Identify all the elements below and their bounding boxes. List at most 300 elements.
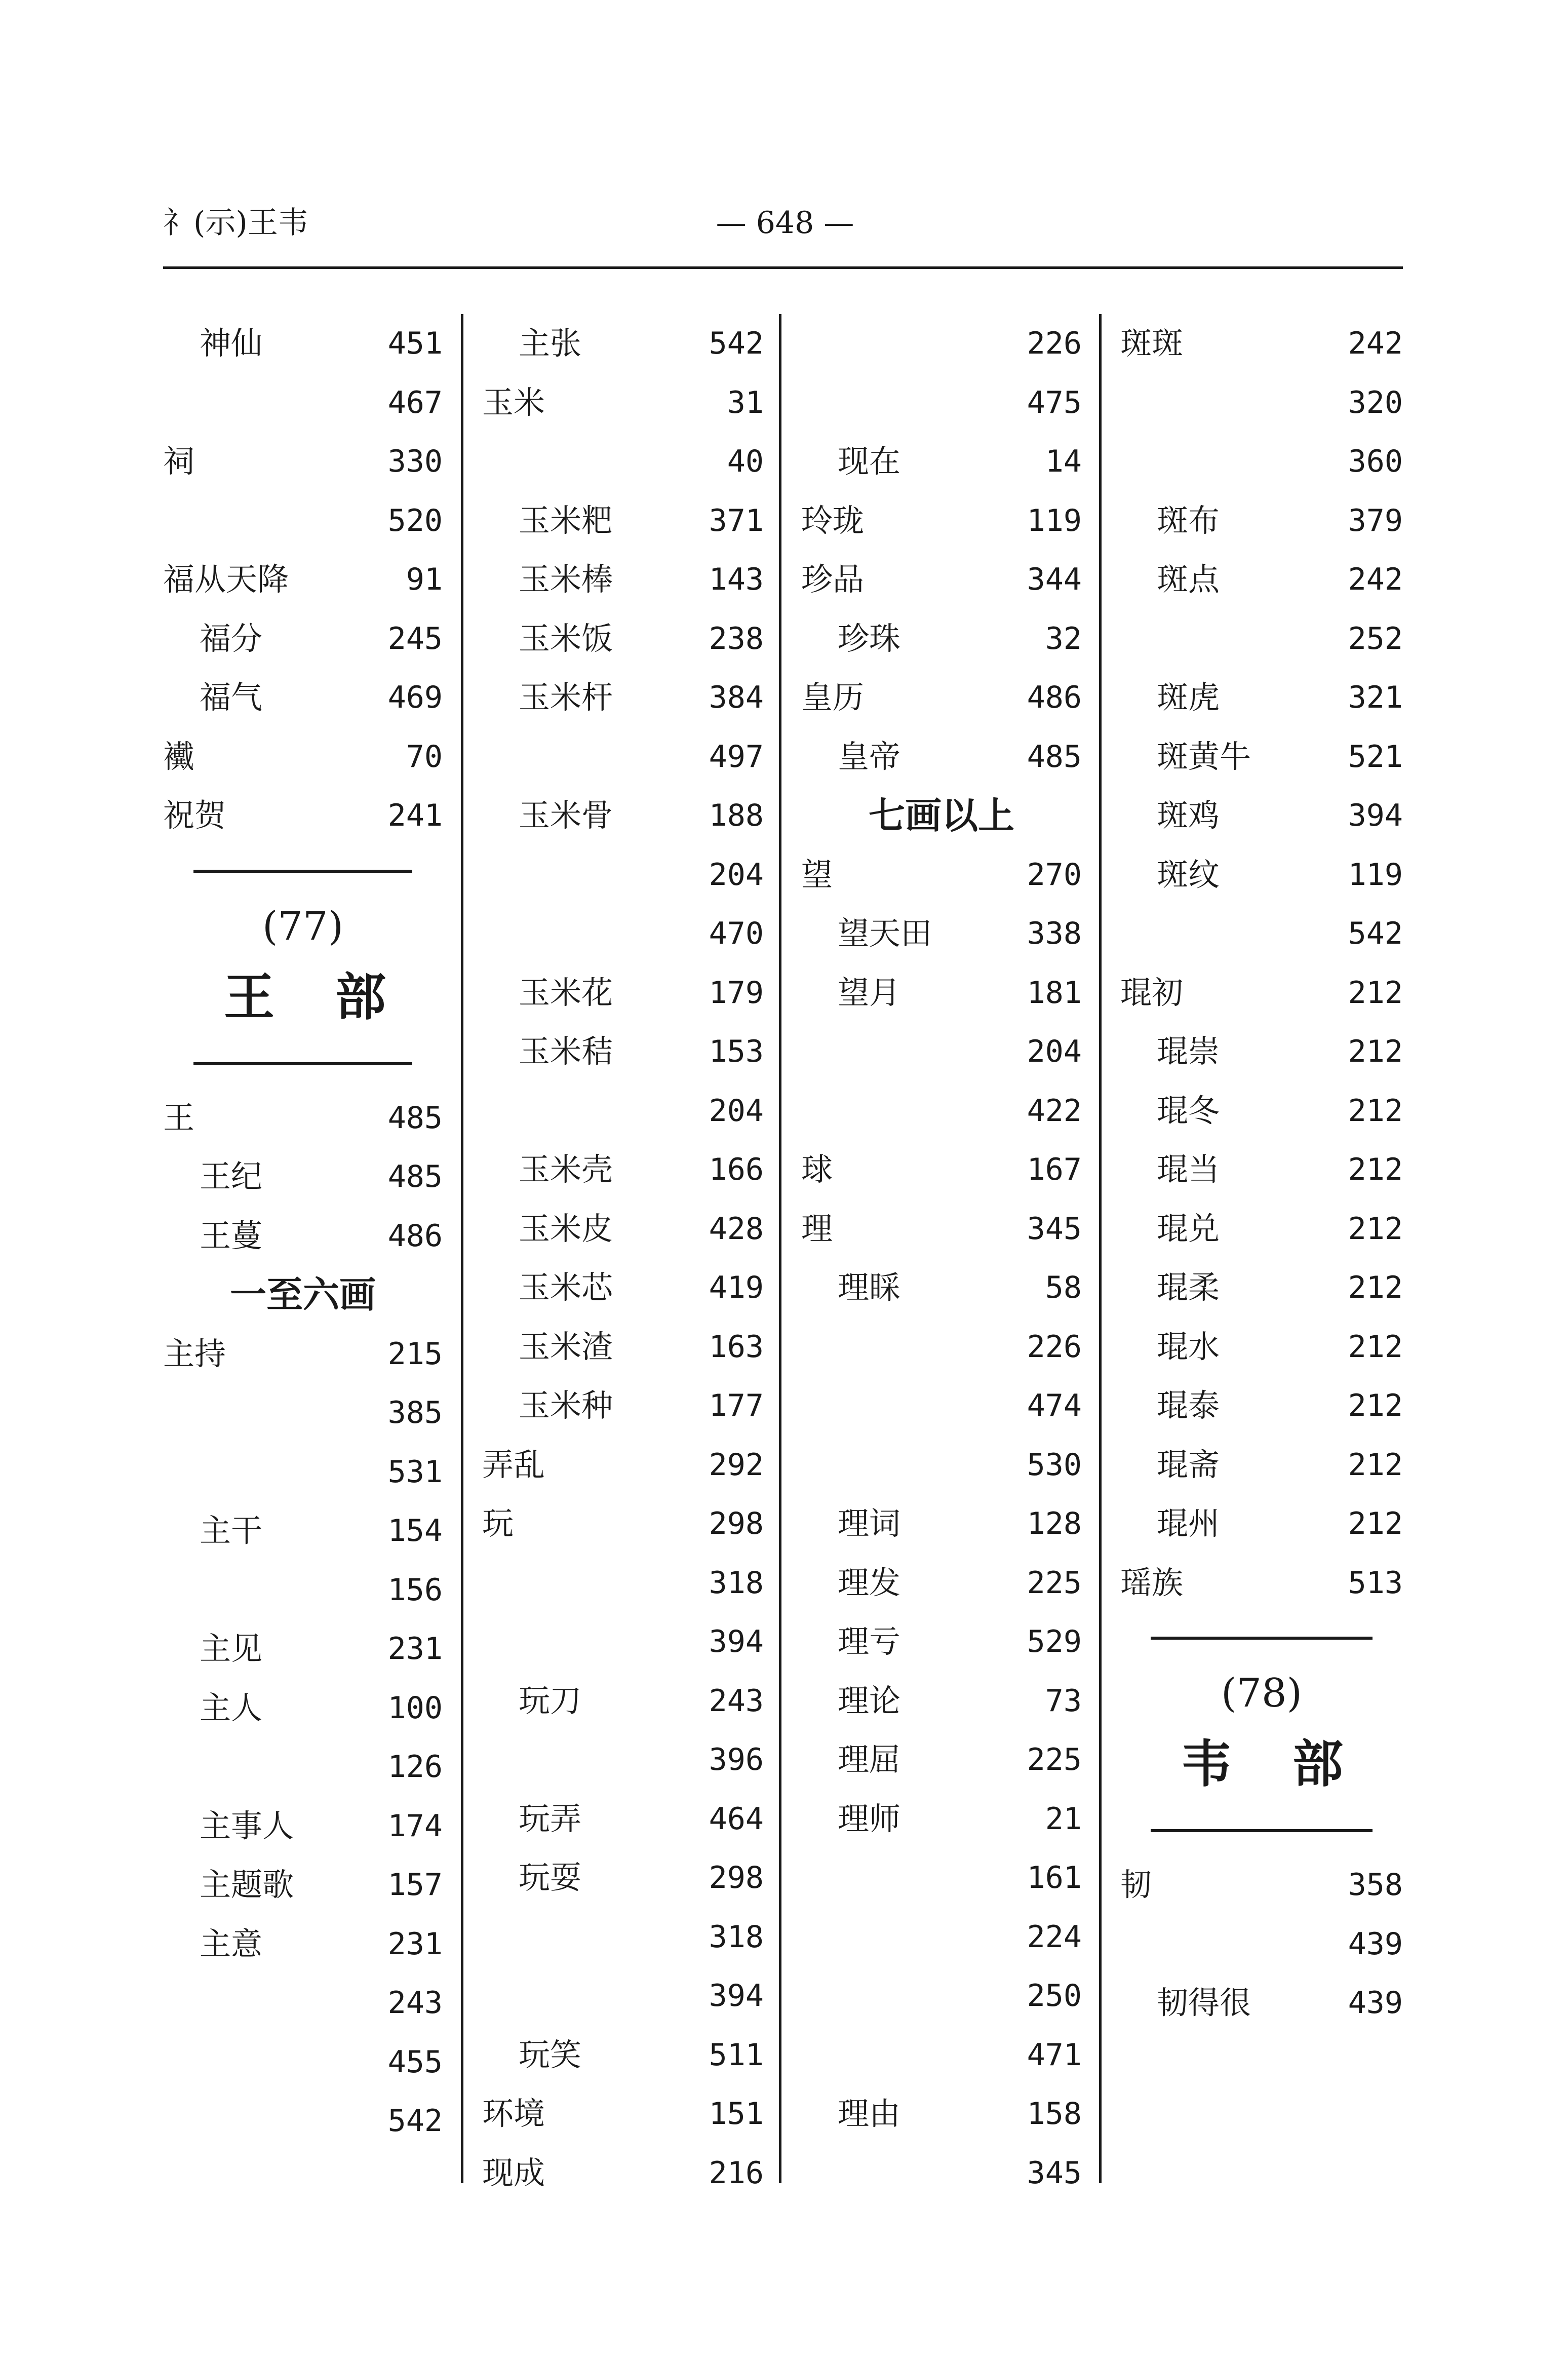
entry-page-ref: 521 [1348, 739, 1403, 775]
sub-entry [1120, 550, 1403, 609]
entry-page-ref: 40 [727, 444, 764, 479]
sub-entry [482, 1022, 764, 1081]
sub-entry [163, 314, 443, 373]
radical-section-number: (78) [1221, 1671, 1303, 1716]
entry-word: 主事人 [200, 1807, 294, 1844]
entry-page-ref: 298 [709, 1860, 764, 1895]
entry-word: 理由 [838, 2095, 901, 2132]
entry-word: 玉米棒 [519, 561, 613, 598]
entry-word: 主意 [200, 1925, 263, 1962]
entry-page-ref: 58 [1045, 1270, 1082, 1305]
sub-entry [163, 1619, 443, 1679]
entry-page-ref: 474 [1027, 1388, 1082, 1423]
entry-page-ref: 529 [1027, 1624, 1082, 1659]
entry-page-ref: 204 [709, 1093, 764, 1129]
entry-page-ref: 238 [709, 621, 764, 656]
entry-page-ref: 475 [1027, 384, 1082, 420]
entry-page-ref: 250 [1027, 1978, 1082, 2013]
entry-word: 玩笑 [519, 2036, 582, 2073]
index-entry [1120, 904, 1403, 963]
index-entry [163, 1973, 443, 2033]
sub-entry [1120, 1376, 1403, 1436]
entry-word: 主人 [200, 1689, 263, 1726]
index-entry [163, 2092, 443, 2151]
index-entry [163, 1443, 443, 1502]
entry-word: 福分 [200, 619, 263, 657]
entry-page-ref: 204 [709, 857, 764, 893]
sub-entry [1120, 1494, 1403, 1554]
sub-entry [482, 1140, 764, 1199]
entry-word: 襶 [163, 738, 195, 775]
entry-page-ref: 154 [387, 1513, 443, 1548]
entry-page-ref: 225 [1027, 1742, 1082, 1777]
entry-page-ref: 455 [387, 2044, 443, 2080]
sub-entry [801, 432, 1082, 491]
stroke-count-heading: 七画以上 [868, 794, 1014, 837]
entry-word: 韧得很 [1157, 1984, 1251, 2021]
entry-word: 斑布 [1157, 501, 1220, 539]
index-entry [163, 2033, 443, 2092]
entry-word: 玉米秸 [519, 1033, 613, 1070]
entry-word: 玉米种 [519, 1387, 613, 1424]
entry-word: 王蔓 [200, 1217, 263, 1254]
entry-page-ref: 470 [709, 916, 764, 951]
entry-page-ref: 439 [1348, 1985, 1403, 2021]
sub-entry [1120, 668, 1403, 727]
index-entry [163, 1737, 443, 1797]
entry-page-ref: 243 [387, 1985, 443, 2021]
entry-word: 玩耍 [519, 1859, 582, 1896]
entry-word: 玉米粑 [519, 501, 613, 539]
page-number: — 648 — [716, 205, 854, 241]
entry-page-ref: 212 [1348, 975, 1403, 1011]
sub-entry [163, 609, 443, 669]
index-entry [482, 727, 764, 787]
sub-entry [801, 1258, 1082, 1318]
entry-page-ref: 358 [1348, 1867, 1403, 1903]
index-entry [482, 1436, 764, 1495]
sub-entry [801, 1494, 1082, 1554]
entry-word: 皇历 [801, 679, 865, 716]
sub-entry [163, 1915, 443, 1974]
index-entry [482, 1554, 764, 1613]
entry-page-ref: 158 [1027, 2096, 1082, 2132]
entry-word: 祠 [163, 443, 195, 480]
entry-word: 理论 [838, 1682, 901, 1719]
index-entry [1120, 1915, 1403, 1974]
sub-entry [801, 1612, 1082, 1672]
entry-word: 主干 [200, 1512, 263, 1549]
index-entry [1120, 1855, 1403, 1915]
entry-word: 皇帝 [838, 738, 901, 775]
entry-page-ref: 91 [406, 562, 443, 597]
entry-page-ref: 21 [1045, 1801, 1082, 1837]
entry-page-ref: 161 [1027, 1860, 1082, 1895]
entry-page-ref: 345 [1027, 2155, 1082, 2191]
entry-word: 玲珑 [801, 501, 865, 539]
entry-page-ref: 531 [387, 1454, 443, 1490]
index-column-3 [801, 314, 1082, 2202]
entry-page-ref: 542 [709, 326, 764, 361]
entry-page-ref: 242 [1348, 326, 1403, 361]
entry-page-ref: 384 [709, 680, 764, 715]
entry-page-ref: 344 [1027, 562, 1082, 597]
entry-page-ref: 520 [387, 502, 443, 538]
sub-entry [163, 668, 443, 727]
entry-word: 主题歌 [200, 1866, 294, 1903]
running-header-section: 礻(示)王韦 [163, 205, 308, 241]
entry-page-ref: 530 [1027, 1447, 1082, 1483]
entry-page-ref: 73 [1045, 1683, 1082, 1719]
entry-word: 王纪 [200, 1158, 263, 1195]
sub-entry [482, 1376, 764, 1436]
radical-section-number: (77) [262, 903, 344, 949]
entry-page-ref: 321 [1348, 680, 1403, 715]
entry-page-ref: 485 [1027, 739, 1082, 775]
sub-entry [163, 1679, 443, 1738]
entry-word: 玉米骨 [519, 797, 613, 834]
entry-page-ref: 485 [387, 1100, 443, 1136]
entry-page-ref: 486 [387, 1218, 443, 1254]
entry-word: 琨当 [1157, 1151, 1220, 1188]
entry-word: 珍珠 [838, 619, 901, 657]
entry-page-ref: 243 [709, 1683, 764, 1719]
entry-page-ref: 245 [387, 621, 443, 656]
index-entry [163, 727, 443, 787]
index-entry [801, 1199, 1082, 1259]
entry-word: 理屈 [838, 1741, 901, 1778]
entry-page-ref: 126 [387, 1749, 443, 1785]
sub-entry [801, 963, 1082, 1023]
index-entry [801, 1436, 1082, 1495]
entry-word: 琨冬 [1157, 1092, 1220, 1129]
entry-word: 理词 [838, 1505, 901, 1542]
index-entry [163, 786, 443, 845]
sub-entry [1120, 491, 1403, 551]
entry-word: 玉米花 [519, 974, 613, 1011]
index-entry [482, 373, 764, 433]
entry-page-ref: 204 [1027, 1034, 1082, 1069]
index-entry [163, 1325, 443, 1384]
entry-page-ref: 318 [709, 1919, 764, 1955]
entry-word: 理发 [838, 1564, 901, 1601]
entry-page-ref: 486 [1027, 680, 1082, 715]
index-entry [482, 1730, 764, 1790]
index-entry [163, 491, 443, 551]
entry-page-ref: 242 [1348, 562, 1403, 597]
header-rule [163, 266, 1403, 269]
entry-word: 韧 [1120, 1866, 1152, 1903]
entry-word: 瑶族 [1120, 1564, 1184, 1601]
sub-entry [163, 1797, 443, 1856]
entry-word: 琨崇 [1157, 1033, 1220, 1070]
index-entry [482, 432, 764, 491]
sub-entry [801, 904, 1082, 963]
sub-entry [482, 1199, 764, 1259]
entry-word: 现在 [838, 443, 901, 480]
entry-page-ref: 163 [709, 1329, 764, 1365]
entry-word: 望天田 [838, 915, 932, 952]
entry-page-ref: 330 [387, 444, 443, 479]
entry-page-ref: 212 [1348, 1093, 1403, 1129]
entry-page-ref: 212 [1348, 1447, 1403, 1483]
entry-word: 斑鸡 [1157, 797, 1220, 834]
sub-entry [482, 1672, 764, 1731]
sub-entry [1120, 1318, 1403, 1377]
entry-word: 珍品 [801, 561, 865, 598]
entry-page-ref: 157 [387, 1867, 443, 1903]
entry-word: 望 [801, 856, 833, 893]
sub-entry [1120, 727, 1403, 787]
sub-entry [163, 1147, 443, 1207]
index-entry [163, 373, 443, 433]
entry-word: 望月 [838, 974, 901, 1011]
index-entry [163, 1089, 443, 1148]
entry-word: 斑虎 [1157, 679, 1220, 716]
sub-entry [1120, 1258, 1403, 1318]
entry-page-ref: 119 [1348, 857, 1403, 893]
sub-entry [801, 1672, 1082, 1731]
entry-word: 主持 [163, 1335, 226, 1372]
sub-entry [163, 1501, 443, 1561]
entry-page-ref: 167 [1027, 1152, 1082, 1187]
sub-entry [482, 314, 764, 373]
entry-page-ref: 212 [1348, 1211, 1403, 1247]
entry-page-ref: 179 [709, 975, 764, 1011]
sub-entry [1120, 1973, 1403, 2033]
entry-page-ref: 31 [727, 384, 764, 420]
entry-word: 理亏 [838, 1623, 901, 1660]
entry-page-ref: 166 [709, 1152, 764, 1187]
entry-page-ref: 216 [709, 2155, 764, 2191]
entry-page-ref: 394 [709, 1624, 764, 1659]
entry-page-ref: 212 [1348, 1388, 1403, 1423]
index-column-4 [1120, 314, 1403, 2033]
entry-word: 斑斑 [1120, 325, 1184, 362]
sub-entry [482, 786, 764, 845]
entry-page-ref: 188 [709, 798, 764, 833]
entry-word: 玉米 [482, 383, 545, 421]
entry-word: 环境 [482, 2095, 545, 2132]
index-entry [163, 1561, 443, 1620]
entry-page-ref: 231 [387, 1631, 443, 1667]
entry-page-ref: 320 [1348, 384, 1403, 420]
sub-entry [482, 1848, 764, 1908]
index-entry [482, 1908, 764, 1967]
sub-entry [163, 1207, 443, 1266]
entry-page-ref: 226 [1027, 1329, 1082, 1365]
entry-page-ref: 215 [387, 1336, 443, 1372]
entry-page-ref: 360 [1348, 444, 1403, 479]
index-entry [482, 1494, 764, 1554]
sub-entry [482, 550, 764, 609]
sub-entry [1120, 786, 1403, 845]
entry-word: 琨州 [1157, 1505, 1220, 1542]
index-entry [801, 668, 1082, 727]
entry-page-ref: 394 [1348, 798, 1403, 833]
entry-word: 理睬 [838, 1269, 901, 1306]
entry-page-ref: 542 [387, 2103, 443, 2139]
index-entry [801, 1376, 1082, 1436]
index-entry [801, 373, 1082, 433]
entry-word: 玉米饭 [519, 619, 613, 657]
entry-word: 斑黄牛 [1157, 738, 1251, 775]
entry-page-ref: 226 [1027, 326, 1082, 361]
entry-page-ref: 469 [387, 680, 443, 715]
entry-page-ref: 451 [387, 326, 443, 361]
entry-word: 主见 [200, 1630, 263, 1667]
radical-section-title: 王部 [224, 967, 447, 1027]
entry-page-ref: 32 [1045, 621, 1082, 656]
entry-word: 玉米渣 [519, 1328, 613, 1365]
index-entry [163, 550, 443, 609]
entry-word: 琨水 [1157, 1328, 1220, 1365]
entry-page-ref: 292 [709, 1447, 764, 1483]
index-entry [801, 1848, 1082, 1908]
index-entry [801, 1022, 1082, 1081]
entry-page-ref: 225 [1027, 1565, 1082, 1601]
entry-word: 祝贺 [163, 797, 226, 834]
entry-page-ref: 428 [709, 1211, 764, 1247]
sub-entry [482, 1318, 764, 1377]
entry-page-ref: 156 [387, 1572, 443, 1608]
sub-entry [482, 2026, 764, 2085]
entry-word: 琨柔 [1157, 1269, 1220, 1306]
entry-page-ref: 270 [1027, 857, 1082, 893]
sub-entry [482, 1258, 764, 1318]
radical-section-title: 韦部 [1181, 1734, 1404, 1794]
entry-word: 福气 [200, 679, 263, 716]
sub-entry [801, 609, 1082, 669]
entry-page-ref: 212 [1348, 1270, 1403, 1305]
entry-page-ref: 467 [387, 384, 443, 420]
entry-page-ref: 181 [1027, 975, 1082, 1011]
entry-page-ref: 212 [1348, 1506, 1403, 1541]
section-rule-bottom [163, 1038, 443, 1089]
entry-page-ref: 542 [1348, 916, 1403, 951]
entry-page-ref: 394 [709, 1978, 764, 2013]
sub-entry [801, 2084, 1082, 2144]
entry-page-ref: 298 [709, 1506, 764, 1541]
sub-entry [482, 1790, 764, 1849]
entry-word: 斑纹 [1157, 856, 1220, 893]
entry-page-ref: 513 [1348, 1565, 1403, 1601]
sub-entry [482, 491, 764, 551]
entry-page-ref: 174 [387, 1808, 443, 1844]
sub-entry [1120, 1436, 1403, 1495]
entry-word: 琨兑 [1157, 1210, 1220, 1247]
entry-page-ref: 252 [1348, 621, 1403, 656]
index-entry [801, 550, 1082, 609]
entry-word: 弄乱 [482, 1446, 545, 1483]
index-entry [482, 845, 764, 905]
entry-word: 神仙 [200, 325, 263, 362]
entry-page-ref: 396 [709, 1742, 764, 1777]
index-entry [482, 1966, 764, 2026]
index-column-1 [163, 314, 447, 2151]
entry-word: 琨斋 [1157, 1446, 1220, 1483]
column-divider [1099, 314, 1102, 2183]
index-entry [1120, 1554, 1403, 1613]
entry-page-ref: 70 [406, 739, 443, 775]
entry-page-ref: 371 [709, 502, 764, 538]
entry-word: 斑点 [1157, 561, 1220, 598]
entry-word: 玉米芯 [519, 1269, 613, 1306]
entry-word: 玩 [482, 1505, 514, 1542]
entry-page-ref: 422 [1027, 1093, 1082, 1129]
index-entry [801, 1081, 1082, 1141]
index-entry [801, 491, 1082, 551]
section-rule-top [1120, 1612, 1403, 1663]
entry-page-ref: 439 [1348, 1926, 1403, 1962]
entry-word: 福从天降 [163, 561, 289, 598]
entry-word: 球 [801, 1151, 833, 1188]
index-entry [801, 845, 1082, 905]
stroke-count-heading: 一至六画 [229, 1273, 376, 1316]
entry-word: 玉米杆 [519, 679, 613, 716]
index-entry [482, 1081, 764, 1141]
entry-page-ref: 464 [709, 1801, 764, 1837]
sub-entry [163, 1855, 443, 1915]
index-entry [1120, 432, 1403, 491]
entry-page-ref: 153 [709, 1034, 764, 1069]
index-entry [1120, 314, 1403, 373]
entry-word: 琨泰 [1157, 1387, 1220, 1424]
entry-page-ref: 471 [1027, 2037, 1082, 2073]
entry-page-ref: 212 [1348, 1034, 1403, 1069]
entry-word: 玩刀 [519, 1682, 582, 1719]
index-entry [482, 2084, 764, 2144]
index-entry [1120, 963, 1403, 1023]
index-entry [482, 2144, 764, 2203]
entry-page-ref: 511 [709, 2037, 764, 2073]
entry-page-ref: 14 [1045, 444, 1082, 479]
entry-word: 理 [801, 1210, 833, 1247]
entry-page-ref: 177 [709, 1388, 764, 1423]
entry-page-ref: 338 [1027, 916, 1082, 951]
sub-entry [1120, 1022, 1403, 1081]
index-entry [801, 314, 1082, 373]
entry-page-ref: 128 [1027, 1506, 1082, 1541]
entry-word: 王 [163, 1099, 195, 1136]
entry-page-ref: 151 [709, 2096, 764, 2132]
entry-page-ref: 119 [1027, 502, 1082, 538]
index-entry [801, 2026, 1082, 2085]
sub-entry [482, 668, 764, 727]
entry-word: 现成 [482, 2154, 545, 2191]
entry-page-ref: 212 [1348, 1329, 1403, 1365]
entry-page-ref: 497 [709, 739, 764, 775]
entry-page-ref: 485 [387, 1159, 443, 1194]
entry-page-ref: 241 [387, 798, 443, 833]
entry-page-ref: 100 [387, 1690, 443, 1726]
sub-entry [1120, 845, 1403, 905]
index-entry [801, 1318, 1082, 1377]
entry-page-ref: 419 [709, 1270, 764, 1305]
entry-word: 玉米皮 [519, 1210, 613, 1247]
index-entry [1120, 373, 1403, 433]
entry-word: 玩弄 [519, 1800, 582, 1837]
index-entry [163, 432, 443, 491]
section-rule-bottom [1120, 1805, 1403, 1855]
column-divider [461, 314, 463, 2183]
entry-page-ref: 143 [709, 562, 764, 597]
sub-entry [1120, 1140, 1403, 1199]
entry-word: 玉米壳 [519, 1151, 613, 1188]
section-rule-top [163, 845, 443, 896]
sub-entry [1120, 1081, 1403, 1141]
sub-entry [801, 1790, 1082, 1849]
